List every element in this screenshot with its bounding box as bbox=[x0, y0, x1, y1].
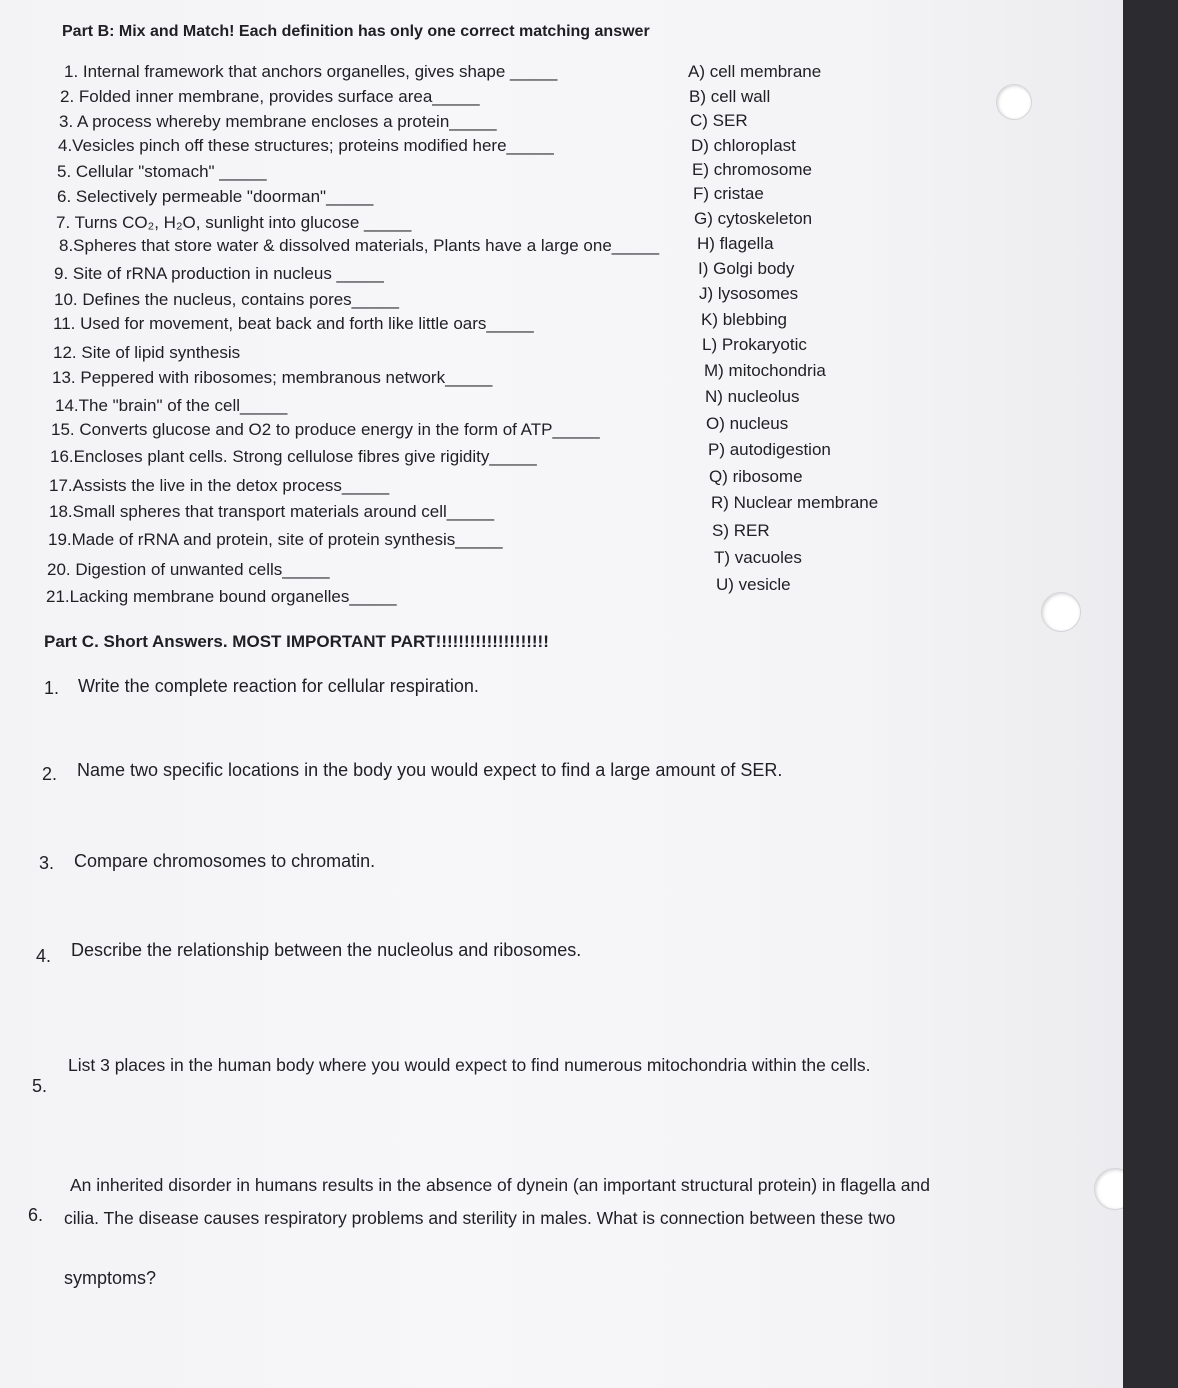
definition-item: 9. Site of rRNA production in nucleus _____ bbox=[54, 264, 384, 283]
answer-option: D) chloroplast bbox=[691, 136, 796, 155]
definition-item: 1. Internal framework that anchors organelles, gives shape _____ bbox=[64, 62, 558, 81]
answer-option: N) nucleolus bbox=[705, 387, 800, 406]
answer-option: J) lysosomes bbox=[699, 284, 799, 303]
question-text: Describe the relationship between the nucleolus and ribosomes. bbox=[71, 940, 582, 960]
definition-item: 4.Vesicles pinch off these structures; proteins modified here_____ bbox=[58, 136, 554, 155]
definition-item: 2. Folded inner membrane, provides surface area_____ bbox=[60, 87, 480, 106]
definition-item: 5. Cellular "stomach" _____ bbox=[57, 162, 267, 181]
definition-item: 8.Spheres that store water & dissolved materials, Plants have a large one_____ bbox=[59, 236, 660, 255]
definition-item: 12. Site of lipid synthesis bbox=[53, 343, 241, 362]
answer-option: I) Golgi body bbox=[698, 259, 795, 278]
answer-option: R) Nuclear membrane bbox=[711, 493, 879, 512]
answer-option: C) SER bbox=[690, 111, 748, 130]
answer-option: F) cristae bbox=[693, 184, 764, 203]
part-c-heading: Part C. Short Answers. MOST IMPORTANT PART!!!!!!!!!!!!!!!!!!!! bbox=[44, 632, 549, 651]
question-text: Write the complete reaction for cellular respiration. bbox=[78, 676, 479, 696]
question-number: 3. bbox=[39, 853, 55, 873]
definition-item: 3. A process whereby membrane encloses a protein_____ bbox=[59, 112, 497, 131]
question-number: 1. bbox=[44, 678, 60, 698]
definition-item: 18.Small spheres that transport materials around cell_____ bbox=[49, 502, 495, 521]
question-text: Name two specific locations in the body you would expect to find a large amount of SER. bbox=[77, 760, 783, 780]
answer-option: P) autodigestion bbox=[708, 440, 831, 459]
binder-hole bbox=[996, 84, 1032, 120]
answer-option: U) vesicle bbox=[716, 575, 791, 594]
answer-option: M) mitochondria bbox=[704, 361, 826, 380]
answer-option: Q) ribosome bbox=[709, 467, 803, 486]
definition-item: 10. Defines the nucleus, contains pores_____ bbox=[54, 290, 399, 309]
definition-item: 13. Peppered with ribosomes; membranous network_____ bbox=[52, 368, 493, 387]
definition-item: 7. Turns CO₂, H₂O, sunlight into glucose _____ bbox=[56, 213, 412, 232]
answer-option: O) nucleus bbox=[706, 414, 789, 433]
question-text: List 3 places in the human body where you would expect to find numerous mitochondria within the cells. bbox=[68, 1055, 871, 1075]
definition-item: 17.Assists the live in the detox process_____ bbox=[49, 476, 390, 495]
definition-item: 16.Encloses plant cells. Strong cellulose fibres give rigidity_____ bbox=[50, 447, 537, 466]
answer-option: S) RER bbox=[712, 521, 770, 540]
dark-background-edge bbox=[1123, 0, 1178, 1388]
definition-item: 20. Digestion of unwanted cells_____ bbox=[47, 560, 330, 579]
answer-option: T) vacuoles bbox=[714, 548, 802, 567]
question-text-continued: symptoms? bbox=[64, 1268, 157, 1288]
answer-option: G) cytoskeleton bbox=[694, 209, 813, 228]
question-number: 6. bbox=[28, 1205, 44, 1225]
answer-option: A) cell membrane bbox=[688, 62, 822, 81]
question-number: 2. bbox=[42, 764, 58, 784]
definition-item: 14.The "brain" of the cell_____ bbox=[55, 396, 288, 415]
answer-option: E) chromosome bbox=[692, 160, 812, 179]
question-text: Compare chromosomes to chromatin. bbox=[74, 851, 376, 871]
answer-option: H) flagella bbox=[697, 234, 774, 253]
question-number: 5. bbox=[32, 1076, 48, 1096]
binder-hole bbox=[1041, 592, 1081, 632]
question-text: An inherited disorder in humans results in the absence of dynein (an important structural protein) in flagella and bbox=[70, 1175, 930, 1195]
definition-item: 11. Used for movement, beat back and forth like little oars_____ bbox=[53, 314, 534, 333]
definition-item: 6. Selectively permeable "doorman"_____ bbox=[57, 187, 374, 206]
definition-item: 21.Lacking membrane bound organelles_____ bbox=[46, 587, 397, 606]
definition-item: 15. Converts glucose and O2 to produce energy in the form of ATP_____ bbox=[51, 420, 600, 439]
answer-option: K) blebbing bbox=[701, 310, 788, 329]
part-b-heading: Part B: Mix and Match! Each definition has only one correct matching answer bbox=[62, 23, 650, 40]
question-number: 4. bbox=[36, 946, 52, 966]
answer-option: B) cell wall bbox=[689, 87, 771, 106]
definition-item: 19.Made of rRNA and protein, site of protein synthesis_____ bbox=[48, 530, 503, 549]
question-text-continued: cilia. The disease causes respiratory problems and sterility in males. What is connection between these two bbox=[64, 1208, 896, 1228]
answer-option: L) Prokaryotic bbox=[702, 335, 807, 354]
